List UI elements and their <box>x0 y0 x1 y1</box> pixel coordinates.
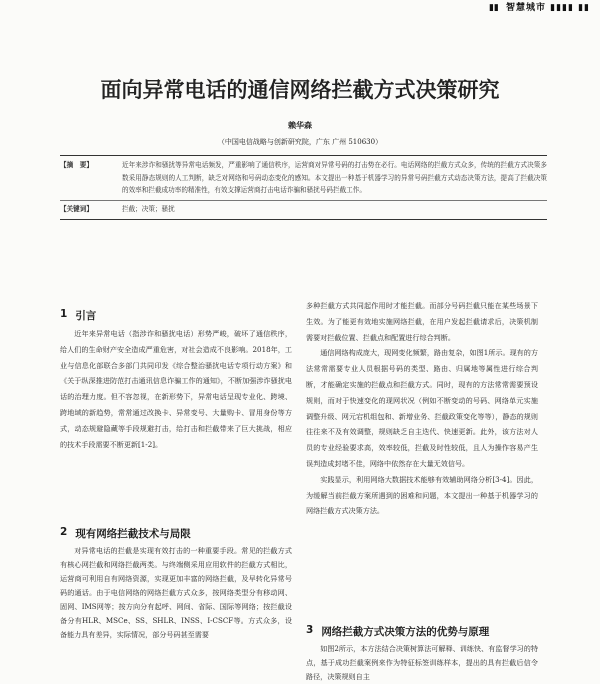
section-heading <box>306 624 538 639</box>
paragraph: 如图2所示，本方法结合决策树算法可解释、训练快、有监督学习的特点，基于成功拦截案例来作为特征标签训练样本，提出的具有拦截后信令路径，决策规则自主 <box>306 644 538 681</box>
paragraph: 实践显示，利用网络大数据技术能够有效辅助网络分析[3-4]。因此，为缓解当前拦截方案所遇到的困难和问题，本文提出一种基于机器学习的网络拦截方式决策方法。 <box>306 474 538 516</box>
section-number: 3 <box>306 624 314 636</box>
abstract-label: 【摘 要】 <box>60 161 93 169</box>
journal-header <box>489 0 590 13</box>
header-tail: ▮▮▮▮ ▮▮ <box>550 3 590 13</box>
section-existing-tech <box>60 526 292 642</box>
paragraph: 通信网络构成庞大，现网变化频繁，路由复杂，如图1所示。现有的方法常常需要专业人员根据号码的类型、路由、归属地等属性进行综合判断，才能确定实施的拦截点和拦截方式。同时，现有的方法常常需要预设规则，而对于快速变化的现网状况（例如不断变动的号码、网络单元实施调整升级、网元宕机组包和、新增业务、拦截政策变化等等），静态的规则往往来不及有效调整，规则缺乏自主迭代、快速更新。此外，该方法对人员的专业经验要求高，效率较低，拦截及时性较低，且人为操作容易产生误判造成封堵不佳，网络中依然存在大量无效信号。 <box>306 348 538 468</box>
section-title: 引言 <box>75 310 97 322</box>
keywords-text: 拦截；决策；骚扰 <box>122 204 175 213</box>
section-heading <box>60 308 292 323</box>
author-name: 赖华森 <box>288 120 312 130</box>
section-number: 2 <box>60 526 68 538</box>
abstract-row <box>60 159 547 197</box>
keywords-row <box>60 200 547 216</box>
abstract-text: 近年来涉诈和骚扰等异常电话频发，严重影响了通信秩序，运营商对异常号码的打击势在必行。电话网络的拦截方式众多，传统的拦截方式决策多数采用静态规则的人工判断，缺乏对网络和号码动态变化的感知。本文提出一种基于机器学习的异常号码拦截方式动态决策方法，提高了拦截决策的效率和拦截成功率的精准性，有效支撑运营商打击电话诈骗和骚扰号码拦截工作。 <box>122 161 547 194</box>
abstract-box <box>60 155 547 220</box>
section-title: 网络拦截方式决策方法的优势与原理 <box>321 626 490 638</box>
paragraph: 多种拦截方式共同起作用时才能拦截。而部分号码拦截只能在某些场景下生效。为了能更有效地实施网络拦截，在用户发起拦截请求后，决策机制需要对拦截位置、拦截点和配置进行综合判断。 <box>306 301 538 342</box>
header-bars: ▮▮ <box>488 3 499 13</box>
section-heading <box>60 526 292 541</box>
right-column-text <box>306 298 538 519</box>
keywords-label: 【关键词】 <box>60 204 93 213</box>
section-number: 1 <box>60 308 68 320</box>
author-affiliation: （中国电信战略与创新研究院，广东 广州 510630） <box>217 138 383 146</box>
paper-title: 面向异常电话的通信网络拦截方式决策研究 <box>100 78 500 102</box>
paragraph: 近年来异常电话（指涉诈和骚扰电话）形势严峻，破坏了通信秩序，给人们的生命财产安全造成严重危害，对社会造成不良影响。2018年，工业与信息化部联合多部门共同印发《综合整治骚扰电话专项行动方案》和《关于纵深推进防范打击通讯信息诈骗工作的通知》，不断加强涉诈骚扰电话的治理力度。但不容忽视，在新形势下，异常电话呈现专业化、跨境、跨地域的新趋势，常常通过改换卡、异常变号、大量购卡、冒用身份等方式，动态规避隐藏等手段规避打击，给打击和拦截带来了巨大挑战，相应的技术手段需要不断更新[1-2]。 <box>60 329 292 449</box>
section-title: 现有网络拦截技术与局限 <box>75 528 191 540</box>
section-method <box>306 624 538 684</box>
section-introduction <box>60 308 292 452</box>
paragraph: 对异常电话的拦截是实现有效打击的一种重要手段。常见的拦截方式有核心网拦截和网络拦截两类。与终端侧采用应用软件的拦截方式相比，运营商可利用自有网络资源，实现更加丰富的网络拦截，及早转化异常号码的通话。由于电信网络的网络拦截方式众多，按网络类型分有移动网、固网、IMS网等；按方向分有起呼、网间、省际、国际等网络；按拦截设备分有HLR、MSCe、SS、SHLR、INSS、I-CSCF等。方式众多，设备能力具有差异，实际情况，部分号码甚至需要 <box>60 546 292 639</box>
journal-name: 智慧城市 <box>505 3 546 13</box>
